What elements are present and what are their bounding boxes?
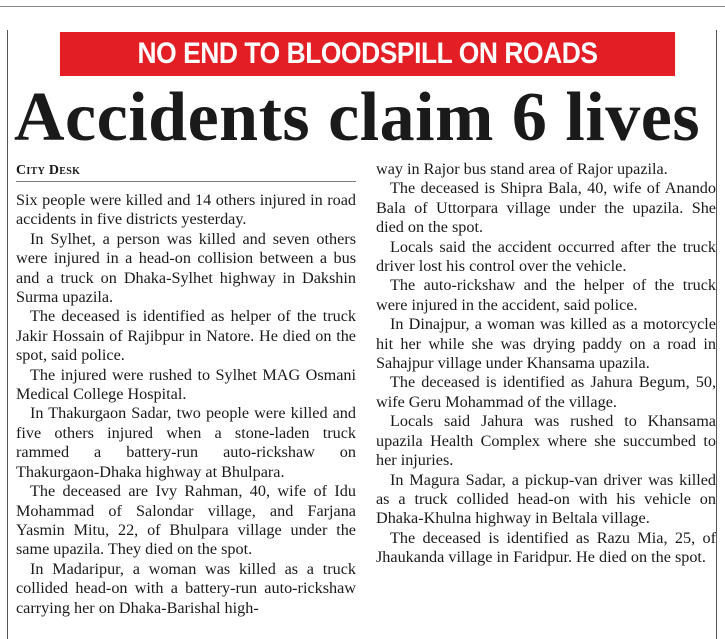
paragraph: The auto-rickshaw and the helper of the truck were injured in the accident, said police. — [376, 276, 716, 314]
paragraph: The deceased is identified as helper of the truck Jakir Hossain of Rajibpur in Natore. He died on the spot, said police. — [16, 307, 356, 365]
paragraph: In Thakurgaon Sadar, two people were killed and five others injured when a stone-laden truck rammed a battery-run auto-rickshaw on Thakurgaon-Dhaka highway at Bhulpara. — [16, 404, 356, 481]
paragraph: In Dinajpur, a woman was killed as a motorcycle hit her while she was drying paddy on a road in Sahajpur village under Khansama upazila. — [376, 315, 716, 373]
paragraph: In Sylhet, a person was killed and seven others were injured in a head-on collision between a bus and a truck on Dhaka-Sylhet highway in Dakshin Surma upazila. — [16, 229, 356, 307]
paragraph: The deceased are Ivy Rahman, 40, wife of Idu Mohammad of Salondar village, and Farjana Yasmin Mitu, 22, of Bhulpara village under the same upazila. They died on the spot. — [16, 482, 356, 559]
article-column-2 — [376, 160, 716, 568]
frame-right-border — [716, 30, 717, 639]
top-rule — [0, 6, 725, 7]
byline: City Desk — [16, 160, 356, 182]
headline: Accidents claim 6 lives — [14, 79, 701, 156]
frame-left-border — [7, 30, 8, 639]
paragraph: way in Rajor bus stand area of Rajor upazila. — [376, 160, 668, 178]
paragraph: The deceased is identified as Jahura Begum, 50, wife Geru Mohammad of the village. — [376, 373, 716, 411]
paragraph: Locals said Jahura was rushed to Khansama upazila Health Complex where she succumbed to her injuries. — [376, 412, 716, 470]
paragraph: Locals said the accident occurred after the truck driver lost his control over the vehicle. — [376, 237, 716, 276]
paragraph: Six people were killed and 14 others injured in road accidents in five districts yesterday. — [16, 191, 356, 229]
paragraph: In Madaripur, a woman was killed as a truck collided head-on with a battery-run auto-rickshaw carrying her on Dhaka-Barishal high- — [16, 559, 356, 617]
paragraph: The injured were rushed to Sylhet MAG Osmani Medical College Hospital. — [16, 365, 356, 404]
article-column-1 — [16, 160, 356, 618]
kicker-banner: NO END TO BLOODSPILL ON ROADS — [60, 32, 675, 76]
paragraph: In Magura Sadar, a pickup-van driver was killed as a truck collided head-on with his vehicle on Dhaka-Khulna highway in Beltala village. — [376, 470, 716, 528]
paragraph: The deceased is Shipra Bala, 40, wife of Anando Bala of Uttorpara village under the upazila. She died on the spot. — [376, 179, 716, 237]
paragraph: The deceased is identified as Razu Mia, 25, of Jhaukanda village in Faridpur. He died on the spot. — [376, 528, 716, 567]
